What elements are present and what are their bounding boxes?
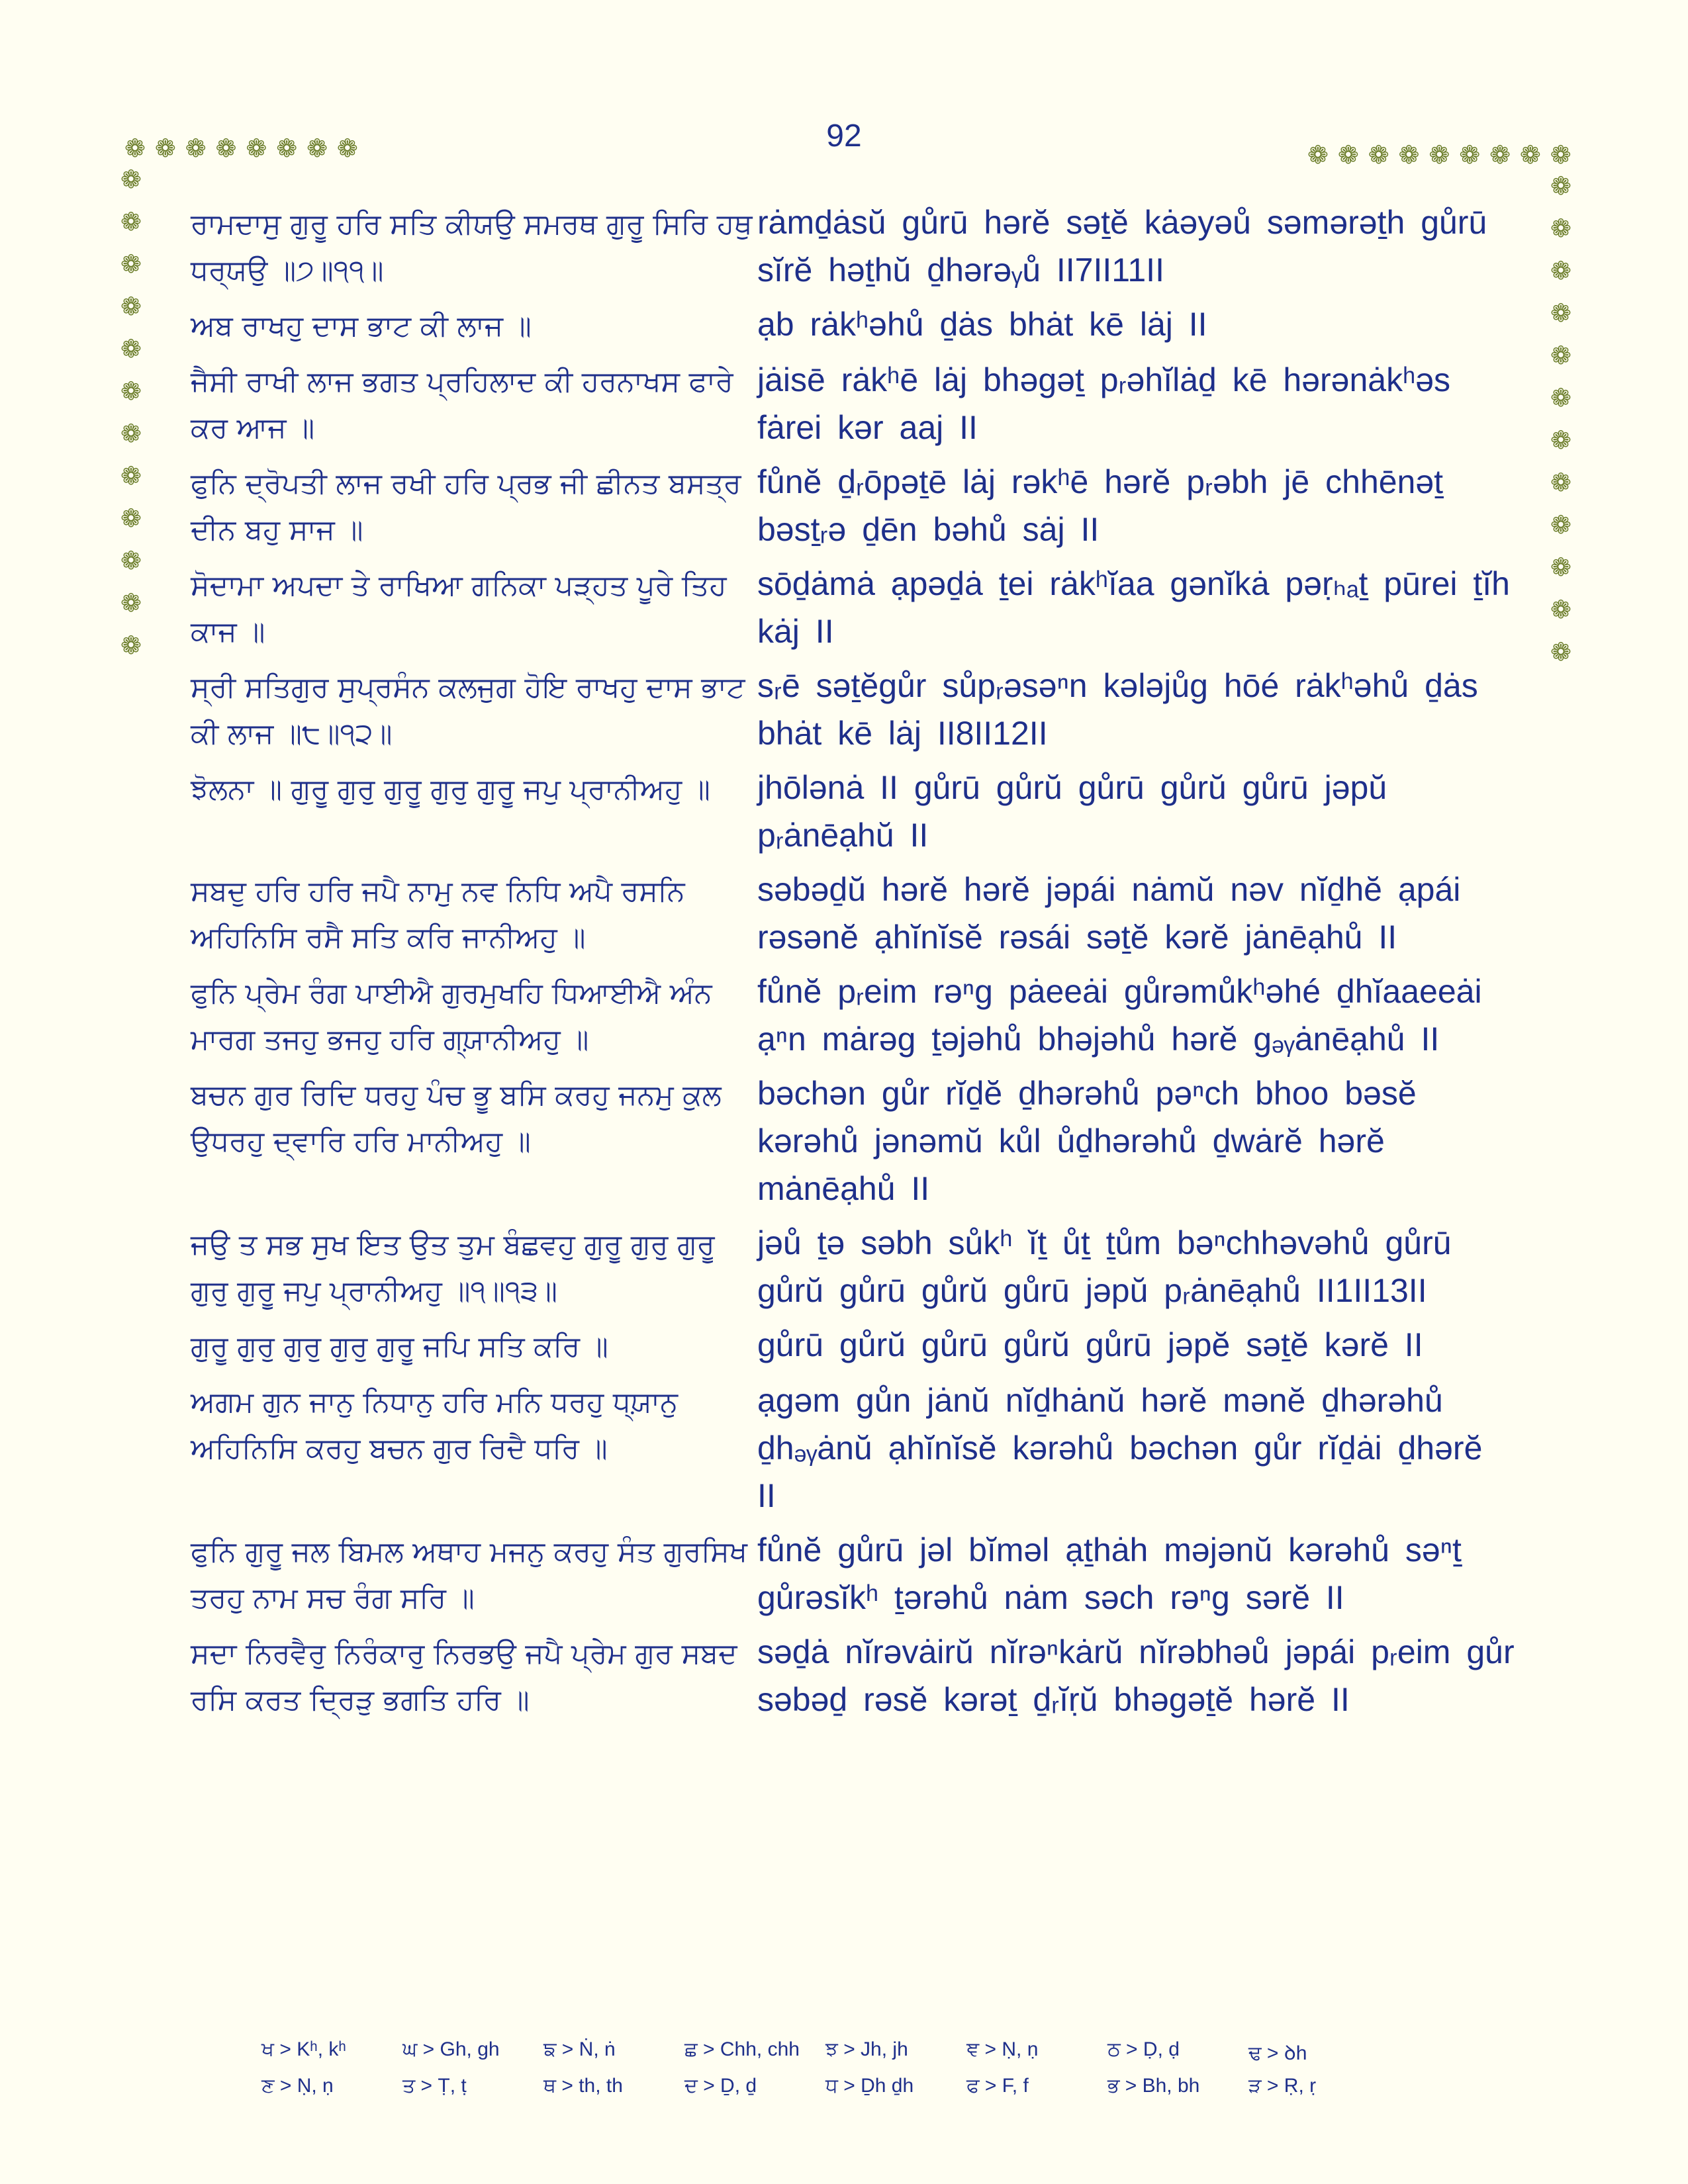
flower-icon: ❁ [1550, 383, 1571, 412]
verse-row [191, 1628, 1515, 1723]
verse-row [191, 560, 1515, 655]
flower-icon: ❁ [1550, 256, 1571, 285]
verse-row [191, 764, 1515, 859]
flower-icon: ❁ [306, 134, 328, 163]
flower-icon: ❁ [120, 377, 142, 406]
legend-item: ਙ > Ṅ, ṅ [543, 2038, 616, 2060]
ornament-top-left [124, 136, 358, 161]
flower-icon: ❁ [1550, 298, 1571, 328]
verse-row [191, 662, 1515, 757]
legend-item: ਦ > Ḏ, ḏ [684, 2075, 757, 2097]
transliteration-text: fůnĕ ḏᵣōpəṯē lȧj rəkʰē hərĕ pᵣəbh jē chhēnəṯ bəsṯᵣə ḏēn bəhů sȧj II [757, 463, 1444, 548]
transliteration-text: sᵣē səṯĕgůr sůpᵣəsəⁿn kələjůg hōé rȧkʰəhů ḏȧs bhȧt kē lȧj II8II12II [757, 667, 1478, 752]
flower-icon: ❁ [1429, 140, 1450, 169]
flower-icon: ❁ [120, 546, 142, 575]
verse-row [191, 199, 1515, 294]
legend-item: ਥ > th, th [543, 2075, 623, 2097]
gurmukhi-text: ਬਚਨ ਗੁਰ ਰਿਦਿ ਧਰਹੁ ਪੰਚ ਭੂ ਬਸਿ ਕਰਹੁ ਜਨਮੁ ਕੁਲ ਉਧਰਹੁ ਦ੍ਵਾਰਿ ਹਰਿ ਮਾਨੀਅਹੁ ॥ [191, 1079, 722, 1158]
flower-icon: ❁ [1550, 553, 1571, 582]
transliteration-text: ạb rȧkʰəhů ḏȧs bhȧt kē lȧj II [757, 306, 1207, 343]
flower-icon: ❁ [1550, 171, 1571, 201]
transliteration-text: fůnĕ gůrū jəl bĭməl ạṯhȧh məjənŭ kərəhů səⁿṯ gůrəsĭkʰ ṯərəhů nȧm səch rəⁿg sərĕ II [757, 1531, 1462, 1616]
flower-icon: ❁ [1550, 426, 1571, 455]
legend-item: ਞ > Ṇ, ṇ [966, 2038, 1039, 2060]
gurmukhi-text: ਫੁਨਿ ਪ੍ਰੇਮ ਰੰਗ ਪਾਈਐ ਗੁਰਮੁਖਹਿ ਧਿਆਈਐ ਅੰਨ ਮਾਰਗ ਤਜਹੁ ਭਜਹੁ ਹਰਿ ਗ੍ਯ਼ਾਨੀਅਹੁ ॥ [191, 977, 712, 1056]
verse-row [191, 356, 1515, 451]
transliteration-text: bəchən gůr rĭḏĕ ḏhərəhů pəⁿch bhoo bəsĕ kərəhů jənəmŭ kůl ůḏhərəhů ḏwȧrĕ hərĕ mȧnēạhů II [757, 1075, 1417, 1207]
flower-icon: ❁ [246, 134, 267, 163]
flower-icon: ❁ [336, 134, 358, 163]
flower-icon: ❁ [120, 250, 142, 279]
transliteration-text: gůrū gůrŭ gůrū gůrŭ gůrū jəpĕ səṯĕ kərĕ II [757, 1326, 1423, 1363]
flower-icon: ❁ [120, 461, 142, 490]
verse-row [191, 1377, 1515, 1520]
flower-icon: ❁ [1337, 140, 1359, 169]
flower-icon: ❁ [1550, 214, 1571, 243]
gurmukhi-text: ਸਦਾ ਨਿਰਵੈਰੁ ਨਿਰੰਕਾਰੁ ਨਿਰਭਉ ਜਪੈ ਪ੍ਰੇਮ ਗੁਰ ਸਬਦ ਰਸਿ ਕਰਤ ਦ੍ਰਿੜੁ ਭਗਤਿ ਹਰਿ ॥ [191, 1637, 737, 1717]
flower-icon: ❁ [185, 134, 207, 163]
gurmukhi-text: ਗੁਰੂ ਗੁਰੁ ਗੁਰੁ ਗੁਰੁ ਗੁਰੂ ਜਪਿ ਸਤਿ ਕਰਿ ॥ [191, 1330, 608, 1363]
flower-icon: ❁ [120, 292, 142, 321]
flower-icon: ❁ [215, 134, 237, 163]
verse-row [191, 968, 1515, 1063]
gurmukhi-text: ਅਬ ਰਾਖਹੁ ਦਾਸ ਭਾਟ ਕੀ ਲਾਜ ॥ [191, 310, 532, 343]
legend-item: ੜ > Ṛ, ṛ [1248, 2075, 1317, 2097]
transliteration-legend [261, 2038, 1389, 2097]
legend-item: ਭ > Bh, bh [1107, 2075, 1200, 2097]
gurmukhi-text: ਫੁਨਿ ਗੁਰੂ ਜਲ ਬਿਮਲ ਅਥਾਹ ਮਜਨੁ ਕਰਹੁ ਸੰਤ ਗੁਰਸਿਖ ਤਰਹੁ ਨਾਮ ਸਚ ਰੰਗ ਸਰਿ ॥ [191, 1535, 747, 1615]
gurmukhi-text: ਰਾਮਦਾਸੁ ਗੁਰੂ ਹਰਿ ਸਤਿ ਕੀਯਉ ਸਮਰਥ ਗੁਰੂ ਸਿਰਿ ਹਥੁ ਧਰ੍ਯਉ ॥੭॥੧੧॥ [191, 208, 753, 287]
transliteration-text: fůnĕ pᵣeim rəⁿg pȧeeȧi gůrəmůkʰəhé ḏhĭaaeeȧi ạⁿn mȧrəg ṯəjəhů bhəjəhů hərĕ gₔᵧȧnēạhů II [757, 973, 1482, 1058]
flower-icon: ❁ [1550, 637, 1571, 666]
flower-icon: ❁ [1368, 140, 1389, 169]
legend-item: ਘ > Gh, gh [402, 2038, 500, 2060]
flower-icon: ❁ [276, 134, 298, 163]
transliteration-text: səbəḏŭ hərĕ hərĕ jəpái nȧmŭ nəv nĭḏhĕ ạpái rəsənĕ ạhĭnĭsĕ rəsái səṯĕ kərĕ jȧnēạhů II [757, 871, 1461, 956]
flower-icon: ❁ [1550, 595, 1571, 624]
flower-icon: ❁ [120, 207, 142, 236]
legend-item: ਠ > Ḍ, ḍ [1107, 2038, 1180, 2060]
flower-icon: ❁ [154, 134, 176, 163]
flower-icon: ❁ [1459, 140, 1481, 169]
flower-icon: ❁ [120, 631, 142, 660]
legend-item: ਢ > ꝺh [1248, 2042, 1307, 2064]
legend-item: ਖ > Kʰ, kʰ [261, 2038, 346, 2060]
flower-icon: ❁ [120, 165, 142, 194]
flower-icon: ❁ [1519, 140, 1541, 169]
legend-item: ਣ > Ṇ, ṇ [261, 2075, 334, 2097]
transliteration-text: rȧmḏȧsŭ gůrū hərĕ səṯĕ kȧəyəů səmərəṯh gůrū sĭrĕ həṯhŭ ḏhərəᵧů II7II11II [757, 204, 1487, 289]
flower-icon: ❁ [120, 504, 142, 533]
legend-item: ਝ > Jh, jh [825, 2038, 908, 2060]
flower-icon: ❁ [120, 588, 142, 617]
gurmukhi-text: ਸ੍ਰੀ ਸਤਿਗੁਰ ਸੁਪ੍ਰਸੰਨ ਕਲਜੁਗ ਹੋਇ ਰਾਖਹੁ ਦਾਸ ਭਾਟ ਕੀ ਲਾਜ ॥੮॥੧੨॥ [191, 671, 745, 751]
verse-row [191, 1321, 1515, 1370]
ornament-right-column [1550, 173, 1571, 664]
transliteration-text: ạgəm gůn jȧnŭ nĭḏhȧnŭ hərĕ mənĕ ḏhərəhů ḏhₔᵧȧnŭ ạhĭnĭsĕ kərəhů bəchən gůr rĭḏȧi ḏhərĕ II [757, 1382, 1483, 1514]
verse-row [191, 1526, 1515, 1621]
page-number: 92 [826, 118, 862, 154]
flower-icon: ❁ [1398, 140, 1420, 169]
gurmukhi-text: ਝੋਲਨਾ ॥ ਗੁਰੂ ਗੁਰੁ ਗੁਰੂ ਗੁਰੁ ਗੁਰੂ ਜਪੁ ਪ੍ਰਾਨੀਅਹੁ ॥ [191, 773, 710, 806]
legend-item: ਧ > Ḏh ḏh [825, 2075, 914, 2097]
flower-icon: ❁ [120, 419, 142, 448]
gurmukhi-text: ਫੁਨਿ ਦ੍ਰੋਪਤੀ ਲਾਜ ਰਖੀ ਹਰਿ ਪ੍ਰਭ ਜੀ ਛੀਨਤ ਬਸਤ੍ਰ ਦੀਨ ਬਹੁ ਸਾਜ ॥ [191, 467, 741, 547]
flower-icon: ❁ [1550, 140, 1571, 169]
flower-icon: ❁ [1550, 341, 1571, 370]
ornament-top-right [1307, 142, 1571, 167]
flower-icon: ❁ [1307, 140, 1329, 169]
transliteration-text: jəů ṯə səbh sůkʰ ĭṯ ůṯ ṯům bəⁿchhəvəhů gůrū gůrŭ gůrū gůrŭ gůrū jəpŭ pᵣȧnēạhů II1II13II [757, 1224, 1452, 1309]
gurmukhi-text: ਜਉ ਤ ਸਭ ਸੁਖ ਇਤ ਉਤ ਤੁਮ ਬੰਛਵਹੁ ਗੁਰੂ ਗੁਰੁ ਗੁਰੂ ਗੁਰੁ ਗੁਰੂ ਜਪੁ ਪ੍ਰਾਨੀਅਹੁ ॥੧॥੧੩॥ [191, 1228, 715, 1308]
gurmukhi-text: ਜੈਸੀ ਰਾਖੀ ਲਾਜ ਭਗਤ ਪ੍ਰਹਿਲਾਦ ਕੀ ਹਰਨਾਖਸ ਫਾਰੇ ਕਰ ਆਜ ॥ [191, 365, 733, 445]
transliteration-text: sōḏȧmȧ ạpəḏȧ ṯei rȧkʰĭaa gənĭkȧ pəṛₕₐṯ pūrei ṯĭh kȧj II [757, 565, 1510, 650]
flower-icon: ❁ [1550, 468, 1571, 497]
verse-row [191, 866, 1515, 961]
verse-row [191, 1219, 1515, 1314]
transliteration-text: jȧisē rȧkʰē lȧj bhəgəṯ pᵣəhĭlȧḏ kē hərənȧkʰəs fȧrei kər aaj II [757, 361, 1451, 446]
gurmukhi-text: ਸਬਦੁ ਹਰਿ ਹਰਿ ਜਪੈ ਨਾਮੁ ਨਵ ਨਿਧਿ ਅਪੈ ਰਸਨਿ ਅਹਿਨਿਸਿ ਰਸੈ ਸਤਿ ਕਰਿ ਜਾਨੀਅਹੁ ॥ [191, 875, 685, 954]
verse-row [191, 1069, 1515, 1212]
verse-list [191, 199, 1515, 1730]
transliteration-text: səḏȧ nĭrəvȧirŭ nĭrəⁿkȧrŭ nĭrəbhəů jəpái pᵣeim gůr səbəḏ rəsĕ kərəṯ ḏᵣĭṛŭ bhəgəṯĕ hərĕ II [757, 1633, 1515, 1718]
verse-row [191, 458, 1515, 553]
legend-item: ਛ > Chh, chh [684, 2038, 800, 2060]
transliteration-text: jhōlənȧ II gůrū gůrŭ gůrū gůrŭ gůrū jəpŭ pᵣȧnēạhŭ II [757, 769, 1387, 854]
legend-item: ਫ > F, f [966, 2075, 1029, 2097]
ornament-left-column [120, 167, 142, 658]
gurmukhi-text: ਸੋਦਾਮਾ ਅਪਦਾ ਤੇ ਰਾਖਿਆ ਗਨਿਕਾ ਪੜ੍ਹਤ ਪੂਰੇ ਤਿਹ ਕਾਜ ॥ [191, 569, 727, 649]
flower-icon: ❁ [1550, 510, 1571, 539]
flower-icon: ❁ [1489, 140, 1511, 169]
legend-item: ਤ > Ṭ, ṭ [402, 2075, 467, 2097]
gurmukhi-text: ਅਗਮ ਗੁਨ ਜਾਨੁ ਨਿਧਾਨੁ ਹਰਿ ਮਨਿ ਧਰਹੁ ਧ੍ਯ਼ਾਨੁ ਅਹਿਨਿਸਿ ਕਰਹੁ ਬਚਨ ਗੁਰ ਰਿਦੈ ਧਰਿ ॥ [191, 1386, 678, 1465]
flower-icon: ❁ [120, 334, 142, 363]
flower-icon: ❁ [124, 134, 146, 163]
verse-row [191, 300, 1515, 349]
